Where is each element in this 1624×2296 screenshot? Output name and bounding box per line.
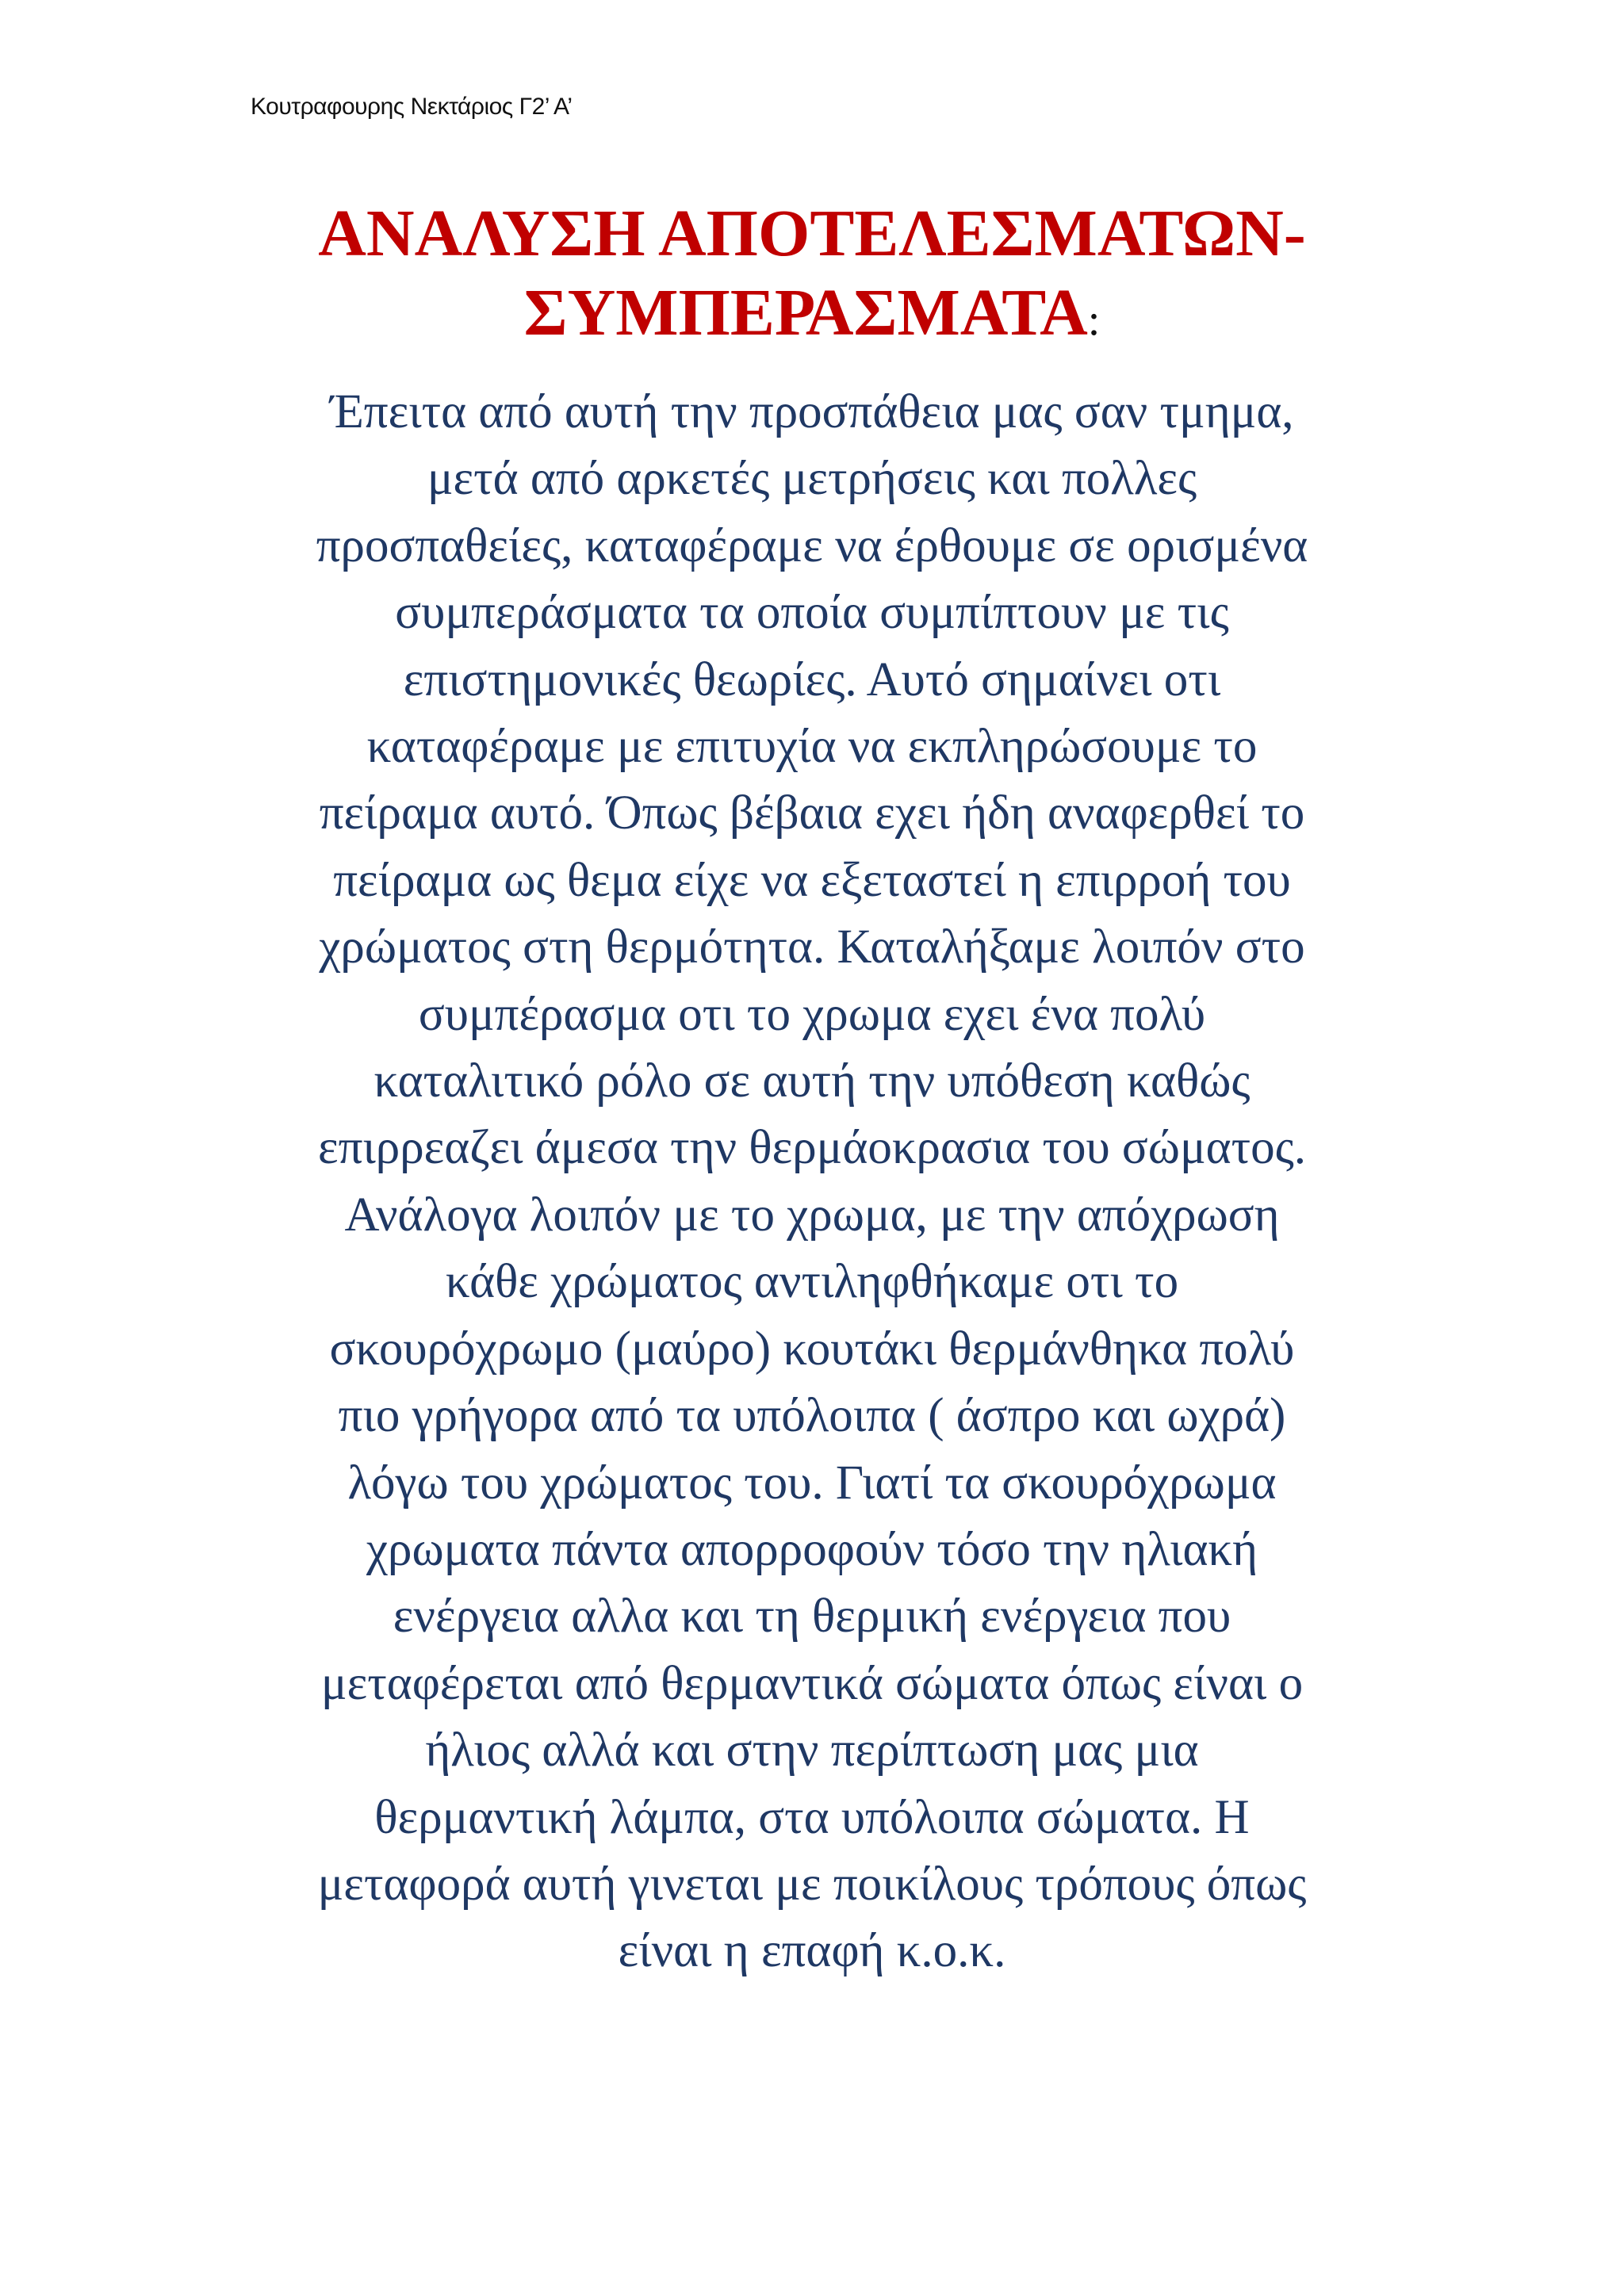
- body-line: πείραμα αυτό. Όπως βέβαια εχει ήδη αναφερθεί το: [319, 786, 1305, 840]
- body-line: χρώματος στη θερμότητα. Καταλήξαμε λοιπόν στο: [319, 920, 1305, 974]
- body-line: πείραμα ως θεμα είχε να εξεταστεί η επιρροή του: [333, 853, 1291, 907]
- body-line: προσπαθείες, καταφέραμε να έρθουμε σε ορισμένα: [316, 519, 1308, 572]
- body-line: λόγω του χρώματος του. Γιατί τα σκουρόχρωμα: [347, 1456, 1277, 1510]
- body-line: συμπέρασμα οτι το χρωμα εχει ένα πολύ: [418, 987, 1206, 1041]
- body-line: επιρρεαζει άμεσα την θερμάοκρασια του σώματος.: [317, 1121, 1307, 1175]
- page-title: [119, 194, 1505, 360]
- body-line: καταλιτικό ρόλο σε αυτή την υπόθεση καθώς: [373, 1054, 1251, 1108]
- body-line: μεταφορά αυτή γινεται με ποικίλους τρόπους όπως: [317, 1857, 1307, 1911]
- body-line: θερμαντική λάμπα, στα υπόλοιπα σώματα. Η: [374, 1790, 1250, 1844]
- body-line: μετά από αρκετές μετρήσεις και πολλες: [427, 452, 1197, 506]
- title-line-2: ΣΥΜΠΕΡΑΣΜΑΤΑ: [523, 276, 1088, 350]
- body-line: κάθε χρώματος αντιληφθήκαμε οτι το: [445, 1255, 1179, 1309]
- body-line: Έπειτα από αυτή την προσπάθεια μας σαν τμημα,: [330, 385, 1294, 438]
- body-line: Ανάλογα λοιπόν με το χρωμα, με την απόχρωση: [344, 1188, 1280, 1242]
- body-line: πιο γρήγορα από τα υπόλοιπα ( άσπρο και ωχρά): [338, 1389, 1286, 1443]
- body-line: καταφέραμε με επιτυχία να εκπληρώσουμε το: [366, 720, 1258, 774]
- body-line: είναι η επαφή κ.ο.κ.: [618, 1924, 1006, 1978]
- title-colon: :: [1087, 296, 1101, 345]
- body-line: μεταφέρεται από θερμαντικά σώματα όπως είναι ο: [320, 1656, 1304, 1710]
- title-line-1: ΑΝΑΛΥΣΗ ΑΠΟΤΕΛΕΣΜΑΤΩΝ-: [318, 197, 1306, 270]
- body-line: ήλιος αλλά και στην περίπτωση μας μια: [425, 1724, 1199, 1777]
- body-line: χρωματα πάντα απορροφούν τόσο την ηλιακή: [366, 1522, 1258, 1576]
- body-line: συμπεράσματα τα οποία συμπίπτουν με τις: [395, 586, 1229, 640]
- body-line: επιστημονικές θεωρίες. Αυτό σημαίνει οτι: [403, 652, 1221, 706]
- body-line: ενέργεια αλλα και τη θερμική ενέργεια που: [393, 1590, 1231, 1644]
- author-line: Κουτραφουρης Νεκτάριος Γ2’ Α’: [251, 94, 573, 120]
- body-line: σκουρόχρωμο (μαύρο) κουτάκι θερμάνθηκα πολύ: [329, 1322, 1295, 1376]
- body-paragraph: [190, 379, 1434, 1985]
